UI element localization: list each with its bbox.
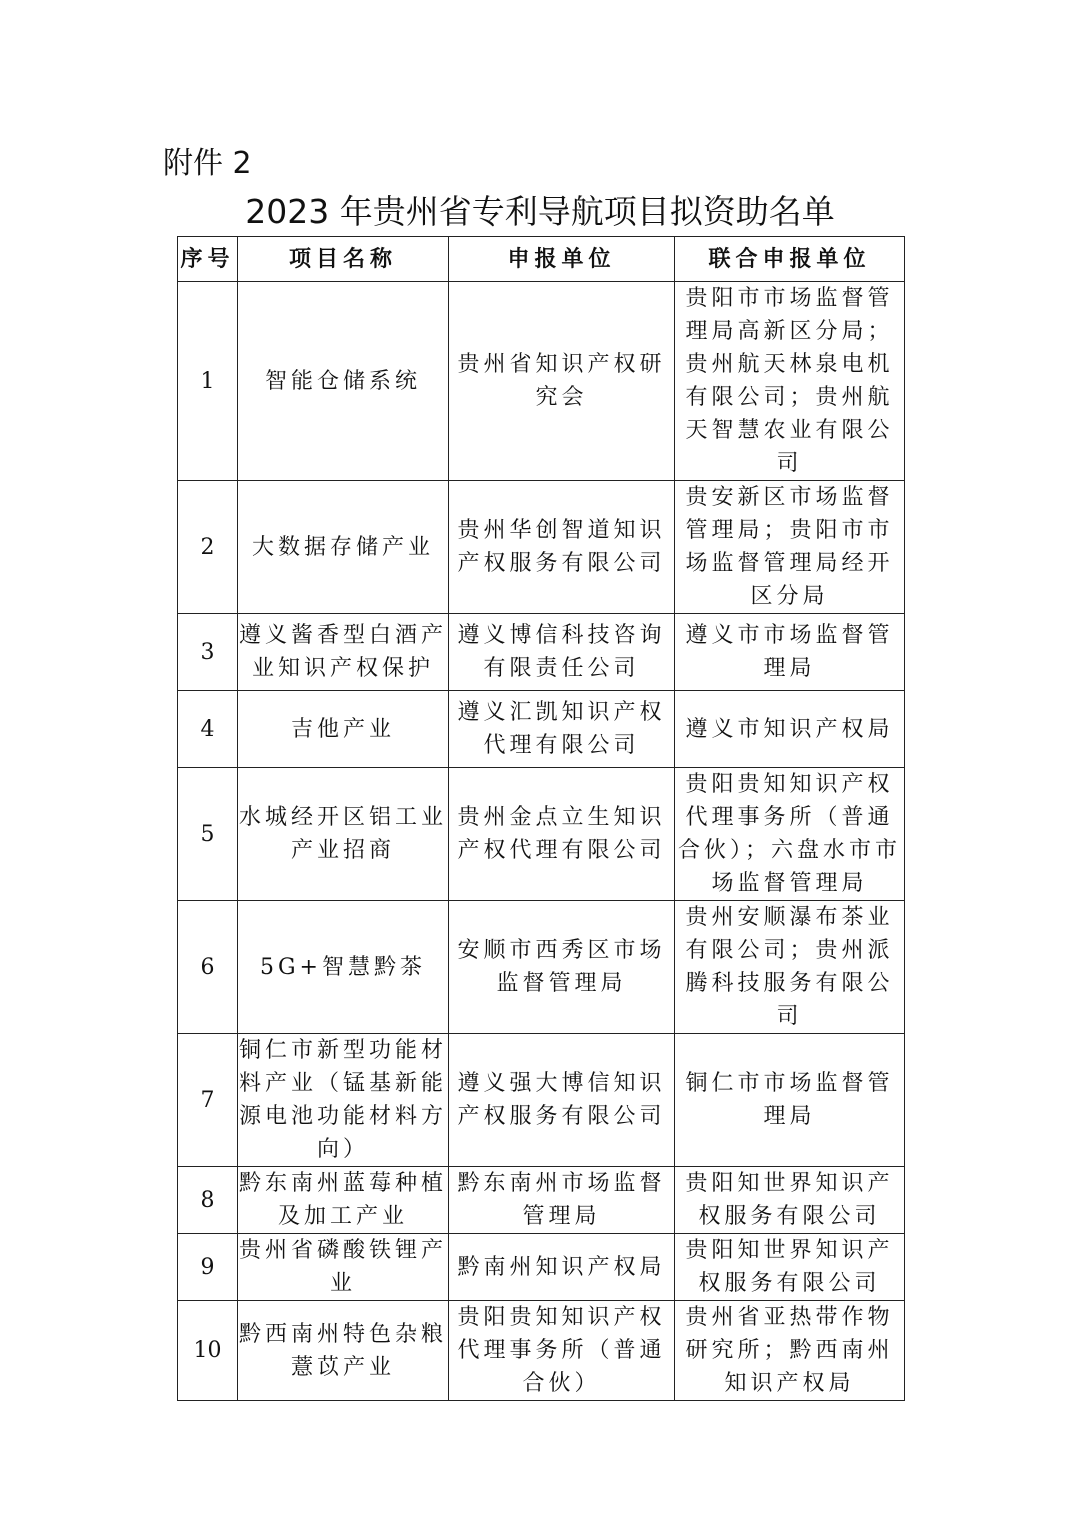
project-name: 智能仓储系统 [238, 282, 449, 481]
table-row [178, 481, 905, 614]
row-number: 3 [178, 614, 238, 691]
attachment-label: 附件 2 [163, 146, 252, 181]
project-name: 水城经开区铝工业产业招商 [238, 768, 449, 901]
project-name: 大数据存储产业 [238, 481, 449, 614]
table-row [178, 691, 905, 768]
row-number: 9 [178, 1234, 238, 1301]
applicant: 贵州华创智道知识产权服务有限公司 [449, 481, 675, 614]
project-name: 黔西南州特色杂粮薏苡产业 [238, 1301, 449, 1401]
header-project-name: 项目名称 [238, 237, 449, 282]
row-number: 8 [178, 1167, 238, 1234]
applicant: 安顺市西秀区市场监督管理局 [449, 901, 675, 1034]
row-number: 7 [178, 1034, 238, 1167]
table-row [178, 1167, 905, 1234]
applicant: 遵义强大博信知识产权服务有限公司 [449, 1034, 675, 1167]
table-row [178, 282, 905, 481]
project-name: 5G+智慧黔茶 [238, 901, 449, 1034]
table-row [178, 1034, 905, 1167]
applicant: 贵州省知识产权研究会 [449, 282, 675, 481]
table-row [178, 768, 905, 901]
table-row [178, 1234, 905, 1301]
joint-applicant: 遵义市知识产权局 [675, 691, 905, 768]
funding-list-table [177, 236, 905, 1401]
joint-applicant: 遵义市市场监督管理局 [675, 614, 905, 691]
table-header-row [178, 237, 905, 282]
table-row [178, 901, 905, 1034]
row-number: 4 [178, 691, 238, 768]
project-name: 贵州省磷酸铁锂产业 [238, 1234, 449, 1301]
joint-applicant: 贵阳贵知知识产权代理事务所（普通合伙）；六盘水市市场监督管理局 [675, 768, 905, 901]
applicant: 遵义汇凯知识产权代理有限公司 [449, 691, 675, 768]
applicant: 遵义博信科技咨询有限责任公司 [449, 614, 675, 691]
row-number: 1 [178, 282, 238, 481]
project-name: 遵义酱香型白酒产业知识产权保护 [238, 614, 449, 691]
joint-applicant: 贵阳知世界知识产权服务有限公司 [675, 1167, 905, 1234]
header-joint-applicant: 联合申报单位 [675, 237, 905, 282]
project-name: 黔东南州蓝莓种植及加工产业 [238, 1167, 449, 1234]
row-number: 2 [178, 481, 238, 614]
applicant: 黔东南州市场监督管理局 [449, 1167, 675, 1234]
joint-applicant: 贵阳知世界知识产权服务有限公司 [675, 1234, 905, 1301]
row-number: 5 [178, 768, 238, 901]
joint-applicant: 贵州省亚热带作物研究所；黔西南州知识产权局 [675, 1301, 905, 1401]
header-number: 序号 [178, 237, 238, 282]
joint-applicant: 贵阳市市场监督管理局高新区分局；贵州航天林泉电机有限公司；贵州航天智慧农业有限公司 [675, 282, 905, 481]
header-applicant: 申报单位 [449, 237, 675, 282]
applicant: 贵州金点立生知识产权代理有限公司 [449, 768, 675, 901]
joint-applicant: 贵州安顺瀑布茶业有限公司；贵州派腾科技服务有限公司 [675, 901, 905, 1034]
joint-applicant: 铜仁市市场监督管理局 [675, 1034, 905, 1167]
row-number: 10 [178, 1301, 238, 1401]
table-row [178, 1301, 905, 1401]
applicant: 黔南州知识产权局 [449, 1234, 675, 1301]
joint-applicant: 贵安新区市场监督管理局；贵阳市市场监督管理局经开区分局 [675, 481, 905, 614]
document-title: 2023 年贵州省专利导航项目拟资助名单 [245, 192, 835, 231]
project-name: 吉他产业 [238, 691, 449, 768]
table-row [178, 614, 905, 691]
applicant: 贵阳贵知知识产权代理事务所（普通合伙） [449, 1301, 675, 1401]
row-number: 6 [178, 901, 238, 1034]
project-name: 铜仁市新型功能材料产业（锰基新能源电池功能材料方向） [238, 1034, 449, 1167]
